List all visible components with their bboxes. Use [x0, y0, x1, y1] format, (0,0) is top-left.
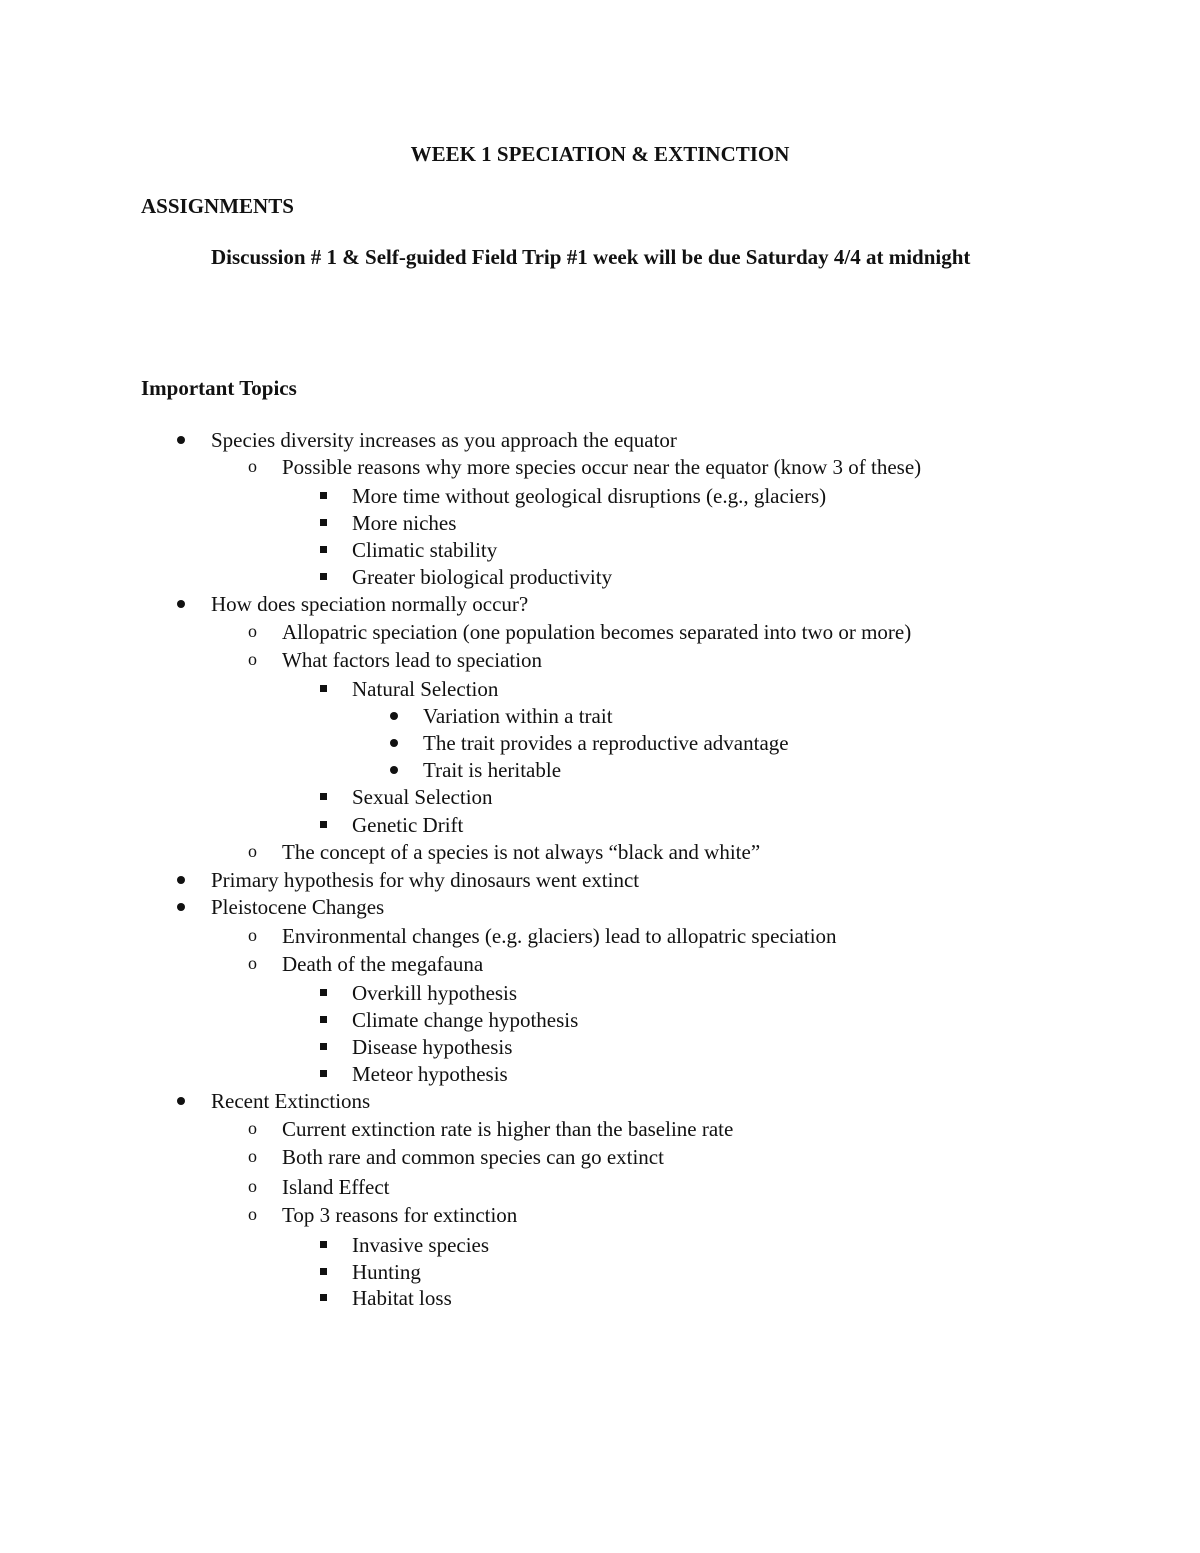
assignments-heading: ASSIGNMENTS [141, 194, 294, 218]
outline-item-level-1: How does speciation normally occur? [211, 592, 529, 616]
page-title: WEEK 1 SPECIATION & EXTINCTION [410, 142, 790, 166]
outline-item-level-3: Climatic stability [352, 538, 498, 562]
outline-item-level-3: Hunting [352, 1260, 421, 1284]
outline-item-level-3: Disease hypothesis [352, 1035, 513, 1059]
outline-item-level-2: Both rare and common species can go extinct [282, 1145, 664, 1169]
assignment-text: Discussion # 1 & Self-guided Field Trip #1 week will be due Saturday 4/4 at midnight [211, 245, 971, 269]
bullet-square-icon [320, 821, 327, 828]
bullet-circle-icon: o [248, 621, 257, 641]
bullet-square-icon [320, 1043, 327, 1050]
outline-item-level-1: Species diversity increases as you approach the equator [211, 428, 677, 452]
outline-item-level-1: Pleistocene Changes [211, 895, 385, 919]
topics-heading: Important Topics [141, 376, 297, 400]
bullet-circle-icon: o [248, 1118, 257, 1138]
bullet-square-icon [320, 793, 327, 800]
outline-item-level-1: Primary hypothesis for why dinosaurs went extinct [211, 868, 640, 892]
outline-item-level-4: Trait is heritable [423, 758, 562, 782]
bullet-circle-icon: o [248, 649, 257, 669]
bullet-circle-icon: o [248, 953, 257, 973]
outline-item-level-4: Variation within a trait [423, 704, 613, 728]
outline-item-level-3: Sexual Selection [352, 785, 493, 809]
bullet-square-icon [320, 1268, 327, 1275]
outline-item-level-2: What factors lead to speciation [282, 648, 543, 672]
bullet-dot-icon [390, 766, 398, 774]
bullet-square-icon [320, 492, 327, 499]
bullet-circle-icon: o [248, 456, 257, 476]
bullet-square-icon [320, 573, 327, 580]
outline-item-level-4: The trait provides a reproductive advantage [423, 731, 789, 755]
outline-item-level-2: Allopatric speciation (one population becomes separated into two or more) [282, 620, 912, 644]
outline-item-level-3: Natural Selection [352, 677, 499, 701]
bullet-square-icon [320, 1070, 327, 1077]
bullet-dot-icon [177, 436, 185, 444]
bullet-square-icon [320, 1016, 327, 1023]
outline-item-level-1: Recent Extinctions [211, 1089, 371, 1113]
bullet-dot-icon [177, 1097, 185, 1105]
bullet-square-icon [320, 1241, 327, 1248]
outline-item-level-3: Genetic Drift [352, 813, 464, 837]
outline-item-level-2: The concept of a species is not always “black and white” [282, 840, 761, 864]
bullet-square-icon [320, 519, 327, 526]
outline-item-level-3: Invasive species [352, 1233, 490, 1257]
outline-item-level-2: Environmental changes (e.g. glaciers) lead to allopatric speciation [282, 924, 837, 948]
outline-item-level-3: More time without geological disruptions (e.g., glaciers) [352, 484, 827, 508]
bullet-circle-icon: o [248, 1176, 257, 1196]
outline-item-level-2: Top 3 reasons for extinction [282, 1203, 518, 1227]
bullet-square-icon [320, 685, 327, 692]
bullet-square-icon [320, 1294, 327, 1301]
bullet-circle-icon: o [248, 1146, 257, 1166]
outline-item-level-3: Meteor hypothesis [352, 1062, 508, 1086]
bullet-square-icon [320, 546, 327, 553]
bullet-dot-icon [390, 712, 398, 720]
bullet-dot-icon [177, 876, 185, 884]
bullet-dot-icon [177, 600, 185, 608]
bullet-dot-icon [177, 903, 185, 911]
outline-item-level-3: Climate change hypothesis [352, 1008, 579, 1032]
bullet-square-icon [320, 989, 327, 996]
outline-item-level-3: Habitat loss [352, 1286, 452, 1310]
outline-item-level-2: Island Effect [282, 1175, 390, 1199]
outline-item-level-2: Possible reasons why more species occur near the equator (know 3 of these) [282, 455, 922, 479]
bullet-dot-icon [390, 739, 398, 747]
outline-item-level-3: More niches [352, 511, 457, 535]
bullet-circle-icon: o [248, 1204, 257, 1224]
outline-item-level-2: Death of the megafauna [282, 952, 484, 976]
outline-item-level-2: Current extinction rate is higher than the baseline rate [282, 1117, 734, 1141]
outline-item-level-3: Greater biological productivity [352, 565, 613, 589]
bullet-circle-icon: o [248, 841, 257, 861]
bullet-circle-icon: o [248, 925, 257, 945]
outline-item-level-3: Overkill hypothesis [352, 981, 518, 1005]
